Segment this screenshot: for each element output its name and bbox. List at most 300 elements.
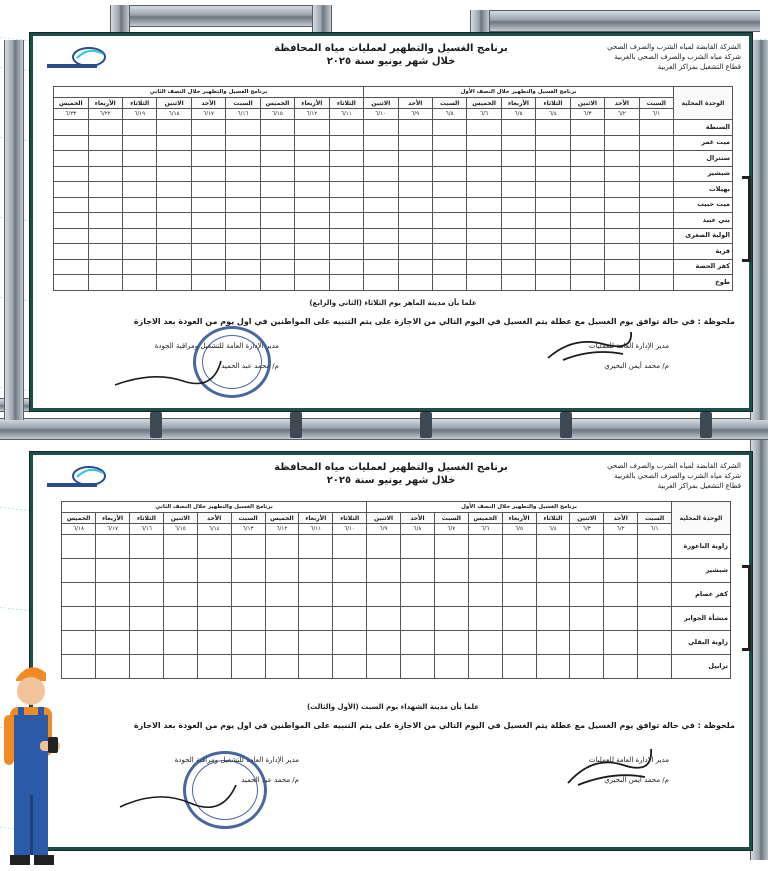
- schedule-cell: [333, 631, 367, 655]
- schedule-cell: [123, 275, 157, 291]
- table-row: [54, 244, 733, 260]
- schedule-cell: [157, 151, 191, 167]
- schedule-cell: [468, 631, 502, 655]
- schedule-cell: [468, 655, 502, 679]
- table-row: [54, 213, 733, 229]
- schedule-cell: [401, 535, 435, 559]
- schedule-cell: [197, 559, 231, 583]
- schedule-cell: [536, 607, 570, 631]
- table-row: [54, 151, 733, 167]
- schedule-cell: [295, 151, 329, 167]
- date-header: ٦/٦: [468, 524, 502, 535]
- schedule-cell: [157, 244, 191, 260]
- schedule-cell: [226, 213, 260, 229]
- schedule-cell: [605, 213, 639, 229]
- schedule-cell: [536, 151, 570, 167]
- date-header: ٦/١: [639, 109, 673, 120]
- schedule-cell: [295, 197, 329, 213]
- schedule-cell: [191, 182, 225, 198]
- schedule-cell: [604, 631, 638, 655]
- schedule-cell: [260, 259, 294, 275]
- schedule-cell: [88, 259, 122, 275]
- schedule-cell: [401, 583, 435, 607]
- pipe: [110, 5, 330, 27]
- schedule-cell: [226, 259, 260, 275]
- schedule-cell: [123, 228, 157, 244]
- schedule-cell: [295, 244, 329, 260]
- schedule-cell: [501, 135, 535, 151]
- corner-cell: الوحدة المحلية: [674, 87, 733, 120]
- schedule-cell: [501, 259, 535, 275]
- schedule-cell: [639, 213, 673, 229]
- date-header: ٦/٣: [570, 109, 604, 120]
- schedule-cell: [333, 583, 367, 607]
- signature-right: مدير الإدارة العامة للعمليات م/ محمد أيمن البحيري: [588, 342, 669, 370]
- schedule-cell: [88, 166, 122, 182]
- schedule-cell: [123, 135, 157, 151]
- day-header: السبت: [231, 513, 265, 524]
- date-header: ٦/١١: [329, 109, 363, 120]
- schedule-cell: [163, 607, 197, 631]
- schedule-cell: [157, 182, 191, 198]
- schedule-cell: [536, 213, 570, 229]
- schedule-cell: [467, 228, 501, 244]
- signature-scribble: [118, 777, 238, 817]
- table-row: [54, 228, 733, 244]
- day-header: الخميس: [265, 513, 299, 524]
- day-header: الأربعاء: [501, 98, 535, 109]
- schedule-cell: [96, 559, 130, 583]
- schedule-cell: [467, 182, 501, 198]
- row-label: زاوية البقلي: [672, 631, 731, 655]
- schedule-cell: [191, 197, 225, 213]
- schedule-cell: [467, 151, 501, 167]
- pipe: [4, 40, 24, 420]
- signature-scribble: [113, 351, 223, 391]
- pipe: [470, 10, 760, 32]
- schedule-cell: [605, 151, 639, 167]
- schedule-cell: [432, 244, 466, 260]
- schedule-cell: [295, 259, 329, 275]
- schedule-cell: [467, 259, 501, 275]
- schedule-cell: [605, 244, 639, 260]
- schedule-cell: [265, 607, 299, 631]
- schedule-cell: [226, 120, 260, 136]
- day-header: الثلاثاء: [123, 98, 157, 109]
- schedule-cell: [88, 244, 122, 260]
- note-city: علما بأن مدينة الشهداء يوم السبت (الأول والثالث): [306, 703, 480, 711]
- schedule-cell: [502, 607, 536, 631]
- row-label: السنطة: [674, 120, 733, 136]
- day-header: الاثنين: [570, 513, 604, 524]
- row-label: شبشير: [672, 559, 731, 583]
- schedule-cell: [54, 228, 89, 244]
- table-row: [54, 120, 733, 136]
- schedule-cell: [88, 275, 122, 291]
- schedule-cell: [130, 559, 164, 583]
- day-header: السبت: [434, 513, 468, 524]
- schedule-cell: [605, 228, 639, 244]
- schedule-cell: [536, 535, 570, 559]
- schedule-cell: [570, 120, 604, 136]
- schedule-cell: [265, 655, 299, 679]
- schedule-cell: [398, 120, 432, 136]
- schedule-cell: [364, 244, 398, 260]
- schedule-cell: [130, 607, 164, 631]
- schedule-cell: [434, 631, 468, 655]
- schedule-cell: [367, 631, 401, 655]
- day-header: الأربعاء: [88, 98, 122, 109]
- schedule-cell: [157, 197, 191, 213]
- schedule-cell: [536, 655, 570, 679]
- schedule-cell: [260, 120, 294, 136]
- signature-scribble: [563, 745, 653, 789]
- schedule-cell: [329, 213, 363, 229]
- schedule-cell: [295, 135, 329, 151]
- schedule-cell: [398, 228, 432, 244]
- schedule-cell: [231, 655, 265, 679]
- table-row: [54, 135, 733, 151]
- table-row: [62, 583, 731, 607]
- schedule-cell: [157, 135, 191, 151]
- schedule-cell: [432, 213, 466, 229]
- schedule-cell: [295, 166, 329, 182]
- date-header: ٦/٢٣: [54, 109, 89, 120]
- schedule-cell: [639, 120, 673, 136]
- org-header: الشركة القابضة لمياه الشرب والصرف الصحي شركة مياه الشرب والصرف الصحي بالغربية قطاع التشغيل بمراكز الغربية: [607, 43, 741, 71]
- date-header: ٦/١٧: [191, 109, 225, 120]
- schedule-cell: [468, 535, 502, 559]
- day-header: الأحد: [398, 98, 432, 109]
- day-header: الخميس: [260, 98, 294, 109]
- day-header: الخميس: [467, 98, 501, 109]
- date-header: ٦/٨: [432, 109, 466, 120]
- schedule-cell: [226, 244, 260, 260]
- schedule-cell: [432, 275, 466, 291]
- schedule-cell: [191, 228, 225, 244]
- row-label: سنترال: [674, 151, 733, 167]
- schedule-cell: [265, 631, 299, 655]
- table-row: [54, 182, 733, 198]
- schedule-cell: [191, 244, 225, 260]
- schedule-cell: [605, 135, 639, 151]
- row-label: ميت غمر: [674, 135, 733, 151]
- schedule-cell: [639, 135, 673, 151]
- date-header: ٦/٣: [570, 524, 604, 535]
- schedule-cell: [536, 244, 570, 260]
- schedule-cell: [432, 182, 466, 198]
- schedule-cell: [364, 120, 398, 136]
- date-header: ٦/١٦: [226, 109, 260, 120]
- day-header: الأربعاء: [96, 513, 130, 524]
- pipe: [0, 418, 768, 440]
- schedule-cell: [604, 607, 638, 631]
- schedule-cell: [226, 228, 260, 244]
- schedule-cell: [536, 197, 570, 213]
- schedule-cell: [468, 559, 502, 583]
- schedule-cell: [467, 135, 501, 151]
- org-header: الشركة القابضة لمياه الشرب والصرف الصحي شركة مياه الشرب والصرف الصحي بالغربية قطاع التشغيل بمراكز الغربية: [607, 462, 741, 490]
- schedule-cell: [157, 259, 191, 275]
- schedule-cell: [329, 228, 363, 244]
- schedule-cell: [88, 213, 122, 229]
- schedule-cell: [260, 275, 294, 291]
- table-row: [62, 631, 731, 655]
- pipe: [750, 440, 768, 860]
- row-label: طوخ: [674, 275, 733, 291]
- schedule-cell: [398, 135, 432, 151]
- table-row: [54, 259, 733, 275]
- schedule-cell: [501, 166, 535, 182]
- schedule-document-2: [30, 452, 752, 850]
- schedule-cell: [639, 151, 673, 167]
- schedule-cell: [54, 259, 89, 275]
- day-header: الثلاثاء: [536, 513, 570, 524]
- schedule-cell: [54, 275, 89, 291]
- schedule-cell: [467, 275, 501, 291]
- date-header: ٦/١٥: [163, 524, 197, 535]
- schedule-cell: [536, 166, 570, 182]
- schedule-cell: [62, 631, 96, 655]
- document-title: برنامج الغسيل والتطهير لعمليات مياه المحافظة خلال شهر يونيو سنة ٢٠٢٥: [274, 43, 508, 67]
- date-header: ٦/١٤: [197, 524, 231, 535]
- day-header: الأحد: [604, 513, 638, 524]
- schedule-cell: [364, 228, 398, 244]
- schedule-cell: [570, 655, 604, 679]
- row-label: بهيلات: [674, 182, 733, 198]
- period-second-header: برنامج الغسيل والتطهير خلال النصف الثاني: [62, 502, 367, 513]
- day-header: الثلاثاء: [130, 513, 164, 524]
- schedule-cell: [367, 559, 401, 583]
- schedule-cell: [123, 197, 157, 213]
- table-row: [62, 535, 731, 559]
- schedule-cell: [398, 275, 432, 291]
- schedule-cell: [163, 583, 197, 607]
- row-label: ميت حبيب: [674, 197, 733, 213]
- schedule-cell: [226, 182, 260, 198]
- schedule-cell: [434, 583, 468, 607]
- schedule-cell: [398, 151, 432, 167]
- day-header: الاثنين: [157, 98, 191, 109]
- schedule-cell: [299, 583, 333, 607]
- pipe: [750, 40, 768, 420]
- row-label: كفر الحصة: [674, 259, 733, 275]
- schedule-cell: [226, 275, 260, 291]
- schedule-cell: [54, 213, 89, 229]
- schedule-cell: [197, 583, 231, 607]
- row-label: زاوية الناعورة: [672, 535, 731, 559]
- schedule-cell: [96, 583, 130, 607]
- schedule-cell: [502, 583, 536, 607]
- schedule-cell: [536, 275, 570, 291]
- schedule-cell: [299, 631, 333, 655]
- schedule-cell: [501, 275, 535, 291]
- row-label: كفر عصام: [672, 583, 731, 607]
- table-row: [54, 166, 733, 182]
- schedule-cell: [163, 535, 197, 559]
- day-header: السبت: [638, 513, 672, 524]
- schedule-cell: [88, 182, 122, 198]
- date-header: ٦/١٠: [364, 109, 398, 120]
- schedule-cell: [639, 197, 673, 213]
- schedule-cell: [536, 631, 570, 655]
- day-header: الخميس: [54, 98, 89, 109]
- schedule-cell: [605, 166, 639, 182]
- schedule-cell: [401, 559, 435, 583]
- company-logo: [47, 46, 109, 72]
- schedule-cell: [54, 182, 89, 198]
- schedule-cell: [260, 182, 294, 198]
- schedule-cell: [54, 166, 89, 182]
- company-logo: [47, 465, 109, 491]
- schedule-cell: [329, 166, 363, 182]
- schedule-cell: [163, 655, 197, 679]
- schedule-document-1: [30, 33, 752, 411]
- schedule-cell: [605, 259, 639, 275]
- day-header: السبت: [432, 98, 466, 109]
- schedule-cell: [299, 655, 333, 679]
- schedule-cell: [226, 135, 260, 151]
- schedule-cell: [434, 535, 468, 559]
- date-header: ٦/١٢: [265, 524, 299, 535]
- schedule-cell: [398, 182, 432, 198]
- schedule-cell: [88, 120, 122, 136]
- schedule-cell: [130, 583, 164, 607]
- day-header: الأحد: [197, 513, 231, 524]
- note-text: ملحوظة : في حالة توافق يوم الغسيل مع عطلة يتم الغسيل في اليوم التالي من الاجازة على يتم التنبيه على المواطنين في اول يوم من العودة بعد الاجازة: [133, 721, 735, 730]
- table-row: [62, 607, 731, 631]
- schedule-cell: [638, 607, 672, 631]
- date-header: ٦/٩: [367, 524, 401, 535]
- schedule-cell: [260, 166, 294, 182]
- date-header: ٦/١٢: [295, 109, 329, 120]
- schedule-cell: [123, 166, 157, 182]
- schedule-cell: [295, 275, 329, 291]
- schedule-cell: [130, 655, 164, 679]
- schedule-cell: [502, 535, 536, 559]
- worker-illustration: [0, 655, 72, 871]
- schedule-cell: [467, 213, 501, 229]
- schedule-cell: [333, 535, 367, 559]
- schedule-cell: [299, 607, 333, 631]
- schedule-table: [53, 86, 733, 291]
- schedule-cell: [432, 259, 466, 275]
- schedule-cell: [231, 631, 265, 655]
- row-label: شبشير: [674, 166, 733, 182]
- schedule-cell: [501, 182, 535, 198]
- schedule-cell: [88, 228, 122, 244]
- schedule-cell: [367, 655, 401, 679]
- schedule-cell: [364, 182, 398, 198]
- schedule-cell: [364, 166, 398, 182]
- schedule-cell: [536, 259, 570, 275]
- schedule-cell: [468, 583, 502, 607]
- day-header: الأربعاء: [295, 98, 329, 109]
- schedule-cell: [54, 120, 89, 136]
- day-header: الاثنين: [367, 513, 401, 524]
- schedule-cell: [88, 197, 122, 213]
- schedule-cell: [432, 166, 466, 182]
- schedule-cell: [197, 655, 231, 679]
- date-header: ٦/٧: [434, 524, 468, 535]
- day-header: الأربعاء: [502, 513, 536, 524]
- schedule-cell: [570, 631, 604, 655]
- schedule-cell: [299, 535, 333, 559]
- schedule-cell: [467, 197, 501, 213]
- schedule-cell: [96, 631, 130, 655]
- schedule-cell: [123, 213, 157, 229]
- schedule-cell: [398, 244, 432, 260]
- schedule-cell: [570, 244, 604, 260]
- schedule-cell: [260, 197, 294, 213]
- row-label: ترابيل: [672, 655, 731, 679]
- schedule-cell: [329, 182, 363, 198]
- date-header: ٦/١٨: [157, 109, 191, 120]
- schedule-cell: [398, 197, 432, 213]
- schedule-cell: [367, 583, 401, 607]
- day-header: الاثنين: [163, 513, 197, 524]
- date-header: ٦/٩: [398, 109, 432, 120]
- schedule-cell: [231, 583, 265, 607]
- schedule-cell: [295, 182, 329, 198]
- schedule-cell: [570, 559, 604, 583]
- schedule-cell: [329, 135, 363, 151]
- date-header: ٦/٤: [536, 109, 570, 120]
- schedule-cell: [501, 197, 535, 213]
- schedule-cell: [570, 259, 604, 275]
- schedule-cell: [226, 166, 260, 182]
- row-label: منشأة الجوابر: [672, 607, 731, 631]
- date-header: ٦/١٦: [130, 524, 164, 535]
- schedule-cell: [502, 559, 536, 583]
- date-header: ٦/٢٢: [88, 109, 122, 120]
- binder-mark: [742, 176, 751, 262]
- signature-right: مدير الإدارة العامة للعمليات م/ محمد أيمن البحيري: [588, 756, 669, 784]
- schedule-cell: [468, 607, 502, 631]
- period-second-header: برنامج الغسيل والتطهير خلال النصف الثاني: [54, 87, 364, 98]
- schedule-cell: [88, 135, 122, 151]
- schedule-cell: [364, 259, 398, 275]
- schedule-cell: [299, 559, 333, 583]
- schedule-cell: [638, 631, 672, 655]
- schedule-cell: [265, 559, 299, 583]
- schedule-cell: [604, 655, 638, 679]
- day-header: الخميس: [62, 513, 96, 524]
- date-header: ٦/١: [638, 524, 672, 535]
- table-row: [62, 559, 731, 583]
- schedule-cell: [123, 244, 157, 260]
- day-header: الأحد: [605, 98, 639, 109]
- schedule-cell: [639, 182, 673, 198]
- schedule-cell: [62, 607, 96, 631]
- schedule-cell: [501, 244, 535, 260]
- schedule-cell: [62, 559, 96, 583]
- schedule-cell: [467, 166, 501, 182]
- schedule-cell: [295, 213, 329, 229]
- schedule-cell: [605, 120, 639, 136]
- schedule-cell: [157, 213, 191, 229]
- schedule-cell: [434, 655, 468, 679]
- schedule-cell: [96, 535, 130, 559]
- schedule-cell: [536, 583, 570, 607]
- day-header: الأحد: [401, 513, 435, 524]
- signature-left: مدير الإدارة العامة للتشغيل ومراقبة الجودة م/ محمد عبد الحميد: [154, 342, 279, 370]
- schedule-cell: [329, 275, 363, 291]
- schedule-cell: [260, 135, 294, 151]
- schedule-cell: [157, 228, 191, 244]
- date-header: ٦/٥: [501, 109, 535, 120]
- schedule-cell: [536, 120, 570, 136]
